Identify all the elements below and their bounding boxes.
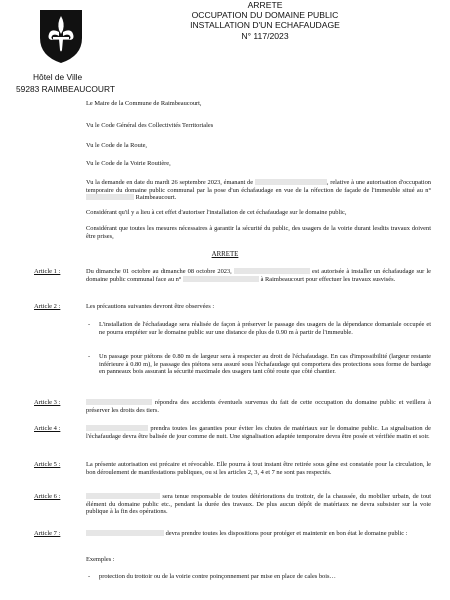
mayor-line: Le Maire de la Commune de Raimbeaucourt,: [86, 100, 202, 107]
bullet-icon: -: [88, 573, 91, 580]
redacted-address: [86, 194, 134, 200]
decree-number: N° 117/2023: [241, 30, 289, 41]
redacted-name: [86, 530, 164, 536]
example-1: protection du trottoir ou de la voirie contre poinçonnement par mise en place de cales bois…: [99, 573, 336, 580]
redacted-name: [86, 425, 148, 431]
redacted-name: [86, 399, 152, 405]
article-5-text: La présente autorisation est précaire et révocable. Elle pourra à tout instant être retirée sous gêne est constatée pour la circulation, le bon déroulement de manifestations publiques, ou si les articles 2, 3, 4 et 7 ne sont pas respectés.: [86, 461, 431, 476]
arrete-heading: ARRETE: [211, 251, 239, 258]
article-3-label: Article 3 :: [34, 399, 61, 406]
redacted-name: [234, 268, 310, 274]
vu-cgct: Vu le Code Général des Collectivités Territoriales: [86, 122, 214, 129]
town-postal-line: 59283 RAIMBEAUCOURT: [16, 84, 115, 94]
article-2-bullet-1: L'installation de l'échafaudage sera réalisée de façon à préserver le passage des usagers de la dépendance domaniale occupée et ne pourra empiéter sur le domaine public sur une distance de plus de 0.90 m à partir de l'immeuble.: [99, 321, 431, 336]
considerant-1: Considérant qu'il y a lieu à cet effet d'autoriser l'installation de cet échafaudage sur le domaine public,: [86, 209, 347, 216]
redacted-name: [86, 493, 160, 499]
fleur-de-lis-shield-icon: [38, 8, 84, 64]
title-line: ARRETE: [247, 0, 283, 10]
title-line: INSTALLATION D'UN ECHAFAUDAGE: [190, 20, 340, 31]
article-7-label: Article 7 :: [34, 530, 61, 537]
redacted-address: [183, 276, 259, 282]
document-title: [150, 0, 380, 41]
title-line: OCCUPATION DU DOMAINE PUBLIC: [191, 10, 339, 21]
town-hall-label: Hôtel de Ville: [33, 72, 83, 82]
article-1-label: Article 1 :: [34, 268, 61, 275]
vu-code-voirie: Vu le Code de la Voirie Routière,: [86, 160, 171, 167]
vu-code-route: Vu le Code de la Route,: [86, 142, 148, 149]
article-2-label: Article 2 :: [34, 303, 61, 310]
article-3-text: répondra des accidents éventuels survenus du fait de cette occupation du domaine public et veillera à préserver les droits des tiers.: [86, 399, 431, 414]
article-5-label: Article 5 :: [34, 461, 61, 468]
article-1-text: Du dimanche 01 octobre au dimanche 08 octobre 2023, est autorisée à installer un échafaudage sur le domaine public communal face au n° à Raimbeaucourt pour effectuer les travaux susvisés.: [86, 268, 431, 283]
redacted-name: [255, 179, 327, 185]
examples-label: Exemples :: [86, 556, 115, 563]
demande-paragraph: Vu la demande en date du mardi 26 septembre 2023, émanant de , relative à une autorisation d'occupation temporaire du domaine public communal par la pose d'un échafaudage en vue de la réfection de façade de l'immeuble situé au n° Raimbeaucourt.: [86, 179, 431, 202]
article-6-label: Article 6 :: [34, 493, 61, 500]
article-7-text: devra prendre toutes les dispositions pour protéger et maintenir en bon état le domaine public :: [86, 530, 431, 538]
article-6-text: sera tenue responsable de toutes détériorations du trottoir, de la chaussée, du mobilier urbain, de tout élément du domaine public etc., pendant la durée des travaux. De plus aucun dépôt de matériaux ne devra subsister sur la voie publique à la fin des opérations.: [86, 493, 431, 516]
article-2-bullet-2: Un passage pour piétons de 0.80 m de largeur sera à respecter au droit de l'échafaudage. En cas d'impossibilité (largeur restante inférieure à 0.80 m), le passage des piétons sera assuré sous l'échafaudage qui comportera des protections sous forme de bardage en panneaux bois assurant la sécurité maximale des usagers tant côté route que côté chantier.: [99, 353, 431, 376]
considerant-2: Considérant que toutes les mesures nécessaires à garantir la sécurité du public, des usagers de la voirie durant lesdits travaux doivent être prises,: [86, 225, 431, 240]
bullet-icon: -: [88, 321, 91, 328]
article-4-label: Article 4 :: [34, 425, 61, 432]
article-4-text: prendra toutes les garanties pour éviter les chutes de matériaux sur le domaine public. La signalisation de l'échafaudage devra être balisée de jour comme de nuit. Une signalisation adaptée temporaire devra être posée et vérifiée matin et soir.: [86, 425, 431, 440]
bullet-icon: -: [88, 353, 91, 360]
article-2-text: Les précautions suivantes devront être observées :: [86, 303, 215, 310]
